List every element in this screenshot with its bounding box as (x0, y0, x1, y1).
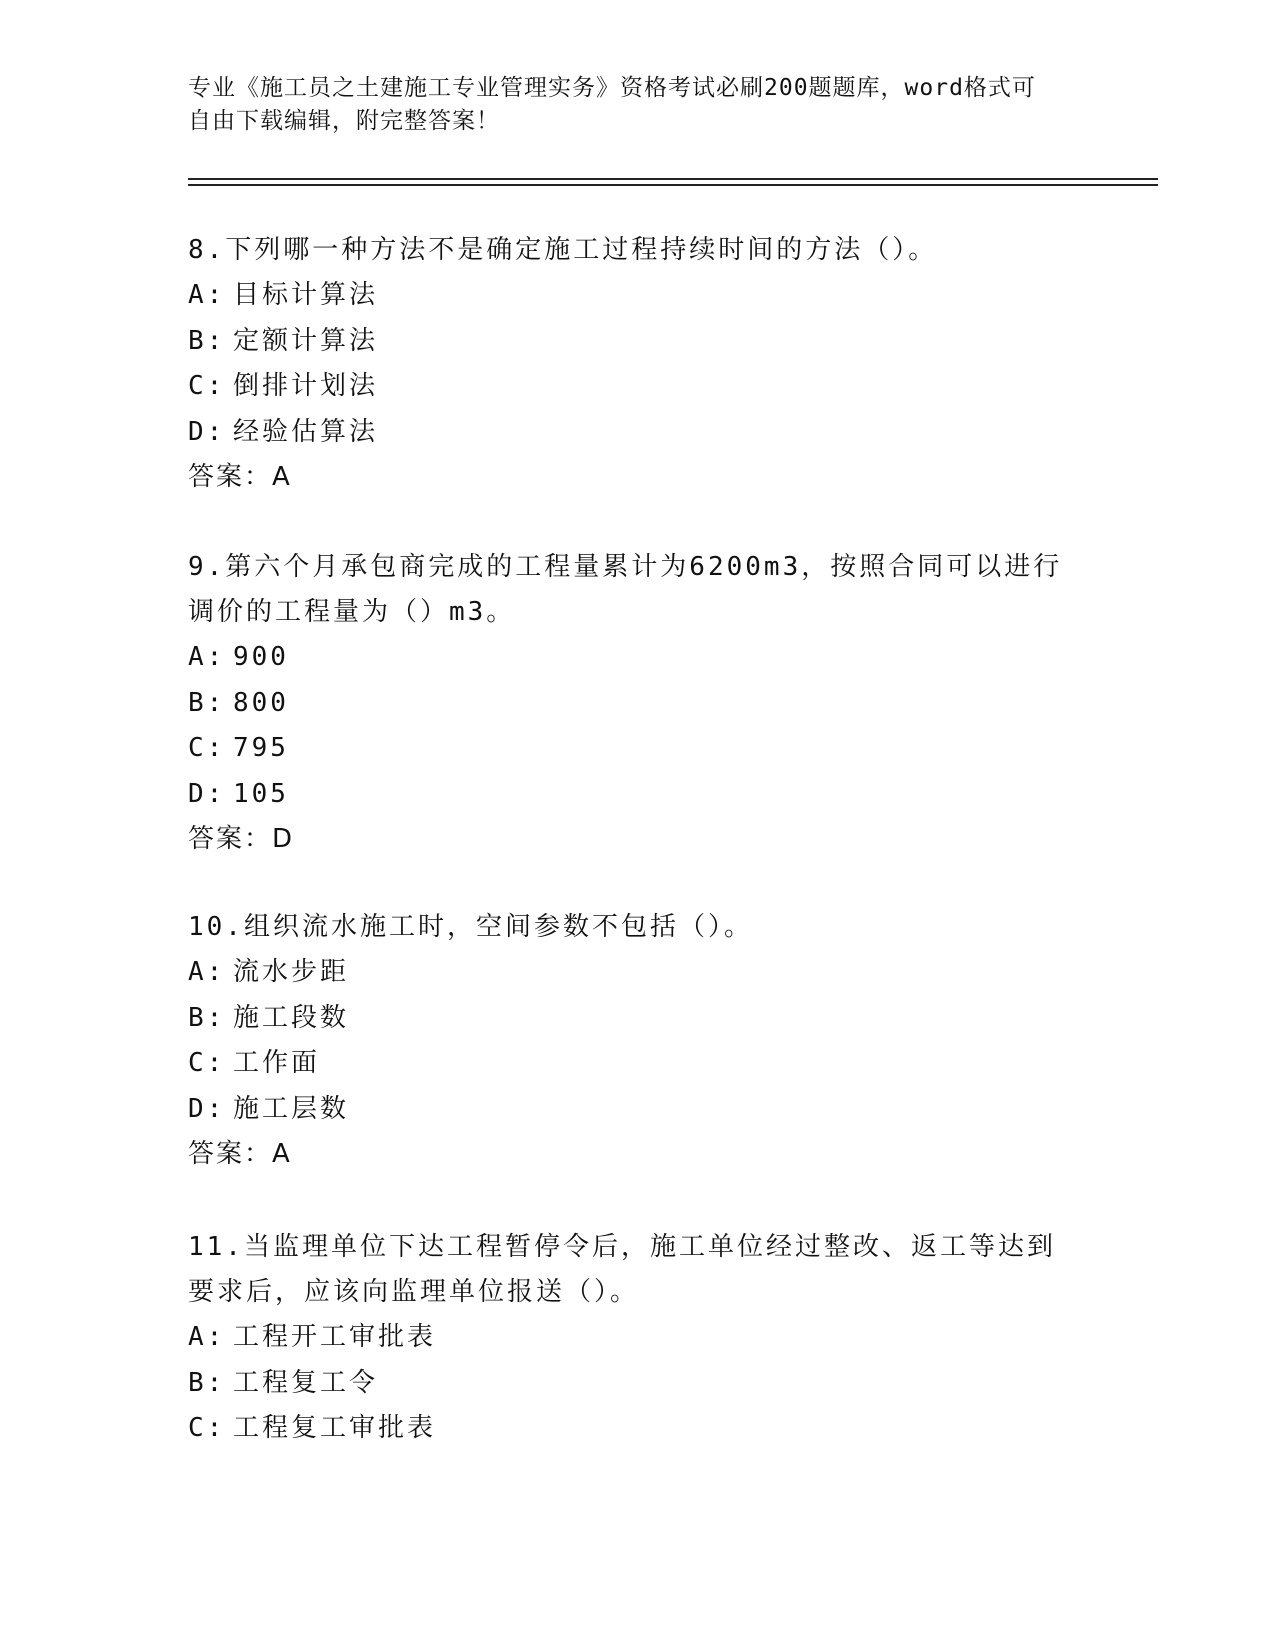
option-letter: B: (188, 325, 226, 356)
option-letter: D: (188, 416, 226, 447)
option-text: 工程复工令 (233, 1367, 379, 1398)
option-a (188, 635, 1078, 681)
header-divider-top (188, 178, 1158, 180)
option-b (188, 681, 1078, 727)
question-11 (188, 1225, 1078, 1452)
answer-label: 答案：D (188, 824, 295, 854)
header-line-1: 专业《施工员之土建施工专业管理实务》资格考试必刷200题题库，word格式可 (188, 75, 1036, 101)
option-letter: B: (188, 1367, 226, 1398)
question-stem: 8.下列哪一种方法不是确定施工过程持续时间的方法（）。 (188, 235, 938, 265)
option-letter: C: (188, 1413, 226, 1443)
option-text: 工程开工审批表 (233, 1322, 437, 1352)
option-d (188, 410, 1078, 456)
header-divider-bottom (188, 184, 1158, 186)
question-stem: 11.当监理单位下达工程暂停令后，施工单位经过整改、返工等达到要求后，应该向监理单位报送（）。 (188, 1232, 1056, 1307)
option-letter: D: (188, 1093, 226, 1124)
option-letter: B: (188, 1002, 226, 1033)
option-text: 目标计算法 (233, 280, 379, 310)
option-d (188, 772, 1078, 818)
option-c (188, 1041, 1078, 1087)
document-header (188, 72, 1078, 138)
option-c (188, 1406, 1078, 1452)
question-9 (188, 545, 1078, 862)
option-a (188, 950, 1078, 996)
option-text: 流水步距 (233, 957, 350, 987)
option-b (188, 1361, 1078, 1407)
option-text: 施工段数 (233, 1002, 350, 1033)
option-c (188, 364, 1078, 410)
option-letter: A: (188, 280, 226, 310)
question-8 (188, 228, 1078, 500)
option-text: 工作面 (233, 1048, 321, 1078)
option-letter: C: (188, 1048, 226, 1078)
question-stem: 9.第六个月承包商完成的工程量累计为6200m3，按照合同可以进行调价的工程量为（）m3。 (188, 552, 1063, 627)
option-b (188, 319, 1078, 365)
option-letter: A: (188, 957, 226, 987)
option-text: 经验估算法 (233, 416, 379, 447)
option-text: 800 (233, 687, 289, 718)
option-text: 工程复工审批表 (233, 1413, 437, 1443)
option-letter: B: (188, 687, 226, 718)
answer-label: 答案：A (188, 462, 292, 492)
option-text: 倒排计划法 (233, 371, 379, 401)
option-text: 105 (233, 778, 289, 809)
option-letter: C: (188, 371, 226, 401)
option-text: 施工层数 (233, 1093, 350, 1124)
option-a (188, 1315, 1078, 1361)
option-text: 900 (233, 642, 289, 672)
option-text: 795 (233, 733, 289, 763)
option-d (188, 1087, 1078, 1133)
option-letter: C: (188, 733, 226, 763)
option-letter: D: (188, 778, 226, 809)
option-letter: A: (188, 642, 226, 672)
question-stem: 10.组织流水施工时，空间参数不包括（）。 (188, 912, 753, 942)
option-a (188, 273, 1078, 319)
option-c (188, 726, 1078, 772)
header-line-2: 自由下载编辑，附完整答案！ (188, 108, 500, 134)
option-b (188, 996, 1078, 1042)
answer-label: 答案：A (188, 1139, 292, 1169)
option-text: 定额计算法 (233, 325, 379, 356)
question-10 (188, 905, 1078, 1177)
option-letter: A: (188, 1322, 226, 1352)
